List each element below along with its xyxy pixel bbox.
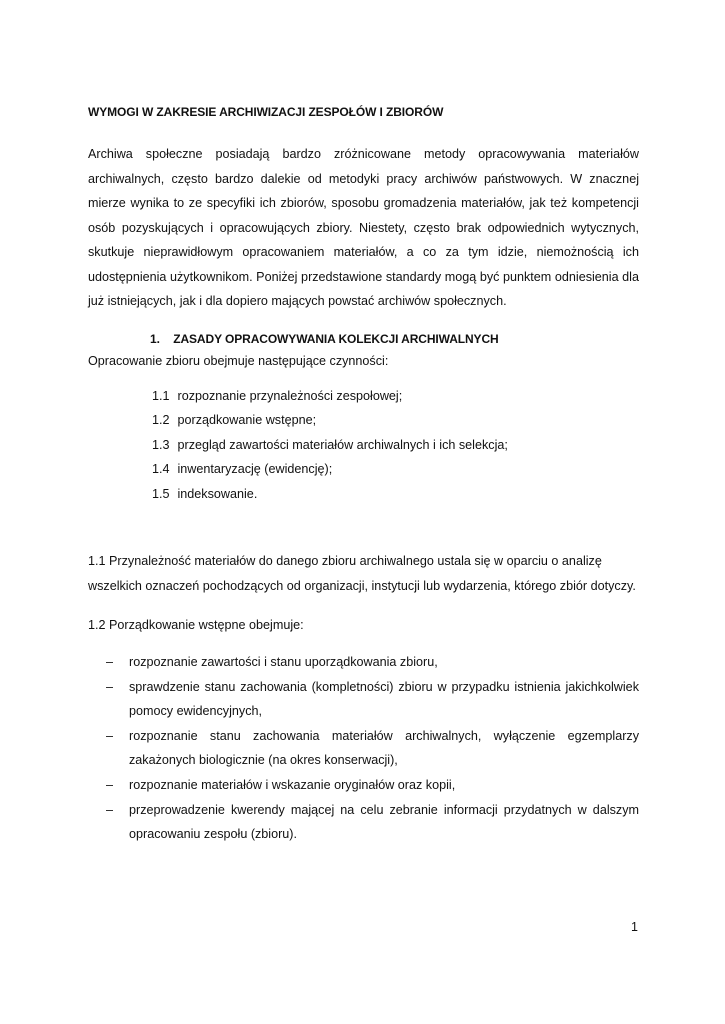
step-text: rozpoznanie przynależności zespołowej;: [177, 388, 403, 403]
list-item: [88, 773, 639, 798]
paragraph-1-2: 1.2 Porządkowanie wstępne obejmuje:: [88, 618, 304, 633]
section-heading-text: ZASADY OPRACOWYWANIA KOLEKCJI ARCHIWALNYCH: [173, 331, 499, 346]
list-item: [152, 408, 639, 433]
page-number: 1: [631, 920, 638, 934]
list-item: [88, 650, 639, 675]
section-number: 1.: [150, 331, 160, 346]
list-item: [88, 724, 639, 773]
step-number: 1.2: [152, 413, 170, 428]
list-item: [152, 433, 639, 458]
list-item: [88, 675, 639, 724]
step-number: 1.1: [152, 388, 170, 403]
bullet-text: rozpoznanie zawartości i stanu uporządkowania zbioru,: [129, 654, 438, 669]
section-heading: [150, 331, 639, 347]
dash-bullet: –: [106, 777, 114, 792]
step-text: porządkowanie wstępne;: [177, 413, 317, 428]
paragraph-1-1: 1.1 Przynależność materiałów do danego zbioru archiwalnego ustala się w oparciu o analizę wszelkich oznaczeń pochodzących od organizacji, instytucji lub wydarzenia, którego zbiór dotyczy.: [88, 554, 636, 593]
dash-list: [88, 650, 639, 847]
list-item: [152, 482, 639, 507]
dash-bullet: –: [106, 654, 114, 669]
list-item: [152, 384, 639, 409]
step-text: przegląd zawartości materiałów archiwalnych i ich selekcja;: [177, 437, 508, 452]
bullet-text: rozpoznanie stanu zachowania materiałów archiwalnych, wyłączenie egzemplarzy zakażonych biologicznie (na okres konserwacji),: [129, 728, 639, 768]
step-number: 1.3: [152, 437, 170, 452]
bullet-text: przeprowadzenie kwerendy mającej na celu zebranie informacji przydatnych w dalszym opracowaniu zespołu (zbioru).: [129, 802, 639, 842]
list-item: [88, 798, 639, 847]
intro-paragraph: Archiwa społeczne posiadają bardzo zróżnicowane metody opracowywania materiałów archiwalnych, często bardzo dalekie od metodyki pracy archiwów państwowych. W znacznej mierze wynika to ze specyfiki ich zbiorów, sposobu gromadzenia materiałów, jak też kompetencji osób pozyskujących i opracowujących zbiory. Niestety, często brak odpowiednich wytycznych, skutkuje nieprawidłowym opracowaniem materiałów, a co za tym idzie, niemożnością ich udostępnienia użytkownikom. Poniżej przedstawione standardy mogą być punktem odniesienia dla już istniejących, jak i dla dopiero mających powstać archiwów społecznych.: [88, 147, 639, 308]
page-content: [88, 104, 639, 847]
steps-list: [88, 384, 639, 507]
dash-bullet: –: [106, 802, 114, 817]
step-number: 1.5: [152, 486, 170, 501]
bullet-text: rozpoznanie materiałów i wskazanie oryginałów oraz kopii,: [129, 777, 456, 792]
document-title: WYMOGI W ZAKRESIE ARCHIWIZACJI ZESPOŁÓW I ZBIORÓW: [88, 105, 444, 119]
list-item: [152, 457, 639, 482]
step-text: inwentaryzację (ewidencję);: [177, 462, 333, 477]
dash-bullet: –: [106, 728, 114, 743]
section-intro: Opracowanie zbioru obejmuje następujące czynności:: [88, 353, 389, 368]
step-text: indeksowanie.: [177, 486, 258, 501]
bullet-text: sprawdzenie stanu zachowania (kompletności) zbioru w przypadku istnienia jakichkolwiek pomocy ewidencyjnych,: [129, 679, 639, 719]
step-number: 1.4: [152, 462, 170, 477]
dash-bullet: –: [106, 679, 114, 694]
